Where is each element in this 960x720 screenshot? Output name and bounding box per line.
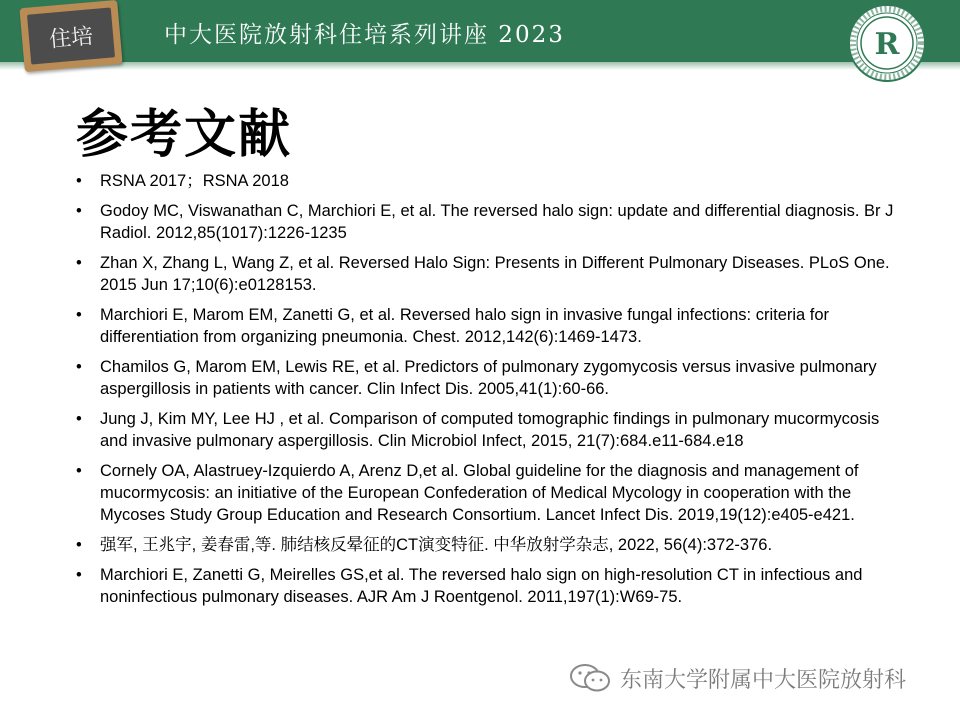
header-gradient-band [0, 62, 960, 70]
reference-text: Chamilos G, Marom EM, Lewis RE, et al. Predictors of pulmonary zygomycosis versus invasive pulmonary aspergillosis in patients with cancer. Clin Infect Dis. 2005,41(1):60-66. [100, 358, 877, 398]
header-title: 中大医院放射科住培系列讲座 2023 [164, 22, 565, 48]
reference-item [72, 534, 900, 556]
reference-text: RSNA 2017；RSNA 2018 [100, 172, 289, 190]
bullet: • [76, 306, 82, 324]
hospital-logo-icon [848, 4, 926, 82]
bullet: • [76, 536, 82, 554]
chalkboard-badge [19, 0, 122, 72]
bullet: • [76, 202, 82, 220]
reference-text: Godoy MC, Viswanathan C, Marchiori E, et al. The reversed halo sign: update and differential diagnosis. Br J Radiol. 2012,85(1017):1226-1235 [100, 202, 894, 242]
page-title: 参考文献 [76, 105, 293, 165]
reference-item [72, 200, 900, 244]
reference-item [72, 356, 900, 400]
bullet: • [76, 566, 82, 584]
reference-item [72, 564, 900, 608]
reference-item [72, 252, 900, 296]
chalkboard-badge-text: 住培 [27, 7, 115, 64]
bullet: • [76, 410, 82, 428]
reference-text: Zhan X, Zhang L, Wang Z, et al. Reversed Halo Sign: Presents in Different Pulmonary Diseases. PLoS One. 2015 Jun 17;10(6):e0128153. [100, 254, 890, 294]
reference-item [72, 408, 900, 452]
reference-text: Cornely OA, Alastruey-Izquierdo A, Arenz D,et al. Global guideline for the diagnosis and management of mucormycosis: an initiative of the European Confederation of Medical Mycology in cooperation with the Mycoses Study Group Education and Research Consortium. Lancet Infect Dis. 2019,19(12):e405-e421. [100, 462, 859, 524]
watermark [566, 662, 906, 694]
logo-letter: R [874, 27, 900, 62]
reference-item [72, 170, 900, 192]
reference-text: Marchiori E, Zanetti G, Meirelles GS,et al. The reversed halo sign on high-resolution CT in infectious and noninfectious pulmonary diseases. AJR Am J Roentgenol. 2011,197(1):W69-75. [100, 566, 863, 606]
bullet: • [76, 254, 82, 272]
wechat-icon [566, 662, 616, 694]
reference-text: Marchiori E, Marom EM, Zanetti G, et al. Reversed halo sign in invasive fungal infections: criteria for differentiation from organizing pneumonia. Chest. 2012,142(6):1469-1473. [100, 306, 830, 346]
reference-text: Jung J, Kim MY, Lee HJ , et al. Comparison of computed tomographic findings in pulmonary mucormycosis and invasive pulmonary aspergillosis. Clin Microbiol Infect, 2015, 21(7):684.e11-684.e18 [100, 410, 880, 450]
bullet: • [76, 358, 82, 376]
reference-item [72, 304, 900, 348]
reference-list [72, 170, 900, 616]
bullet: • [76, 462, 82, 480]
reference-text: 强军, 王兆宇, 姜春雷,等. 肺结核反晕征的CT演变特征. 中华放射学杂志, 2022, 56(4):372-376. [100, 536, 773, 554]
bullet: • [76, 172, 82, 190]
watermark-text: 东南大学附属中大医院放射科 [620, 667, 907, 693]
reference-item [72, 460, 900, 526]
